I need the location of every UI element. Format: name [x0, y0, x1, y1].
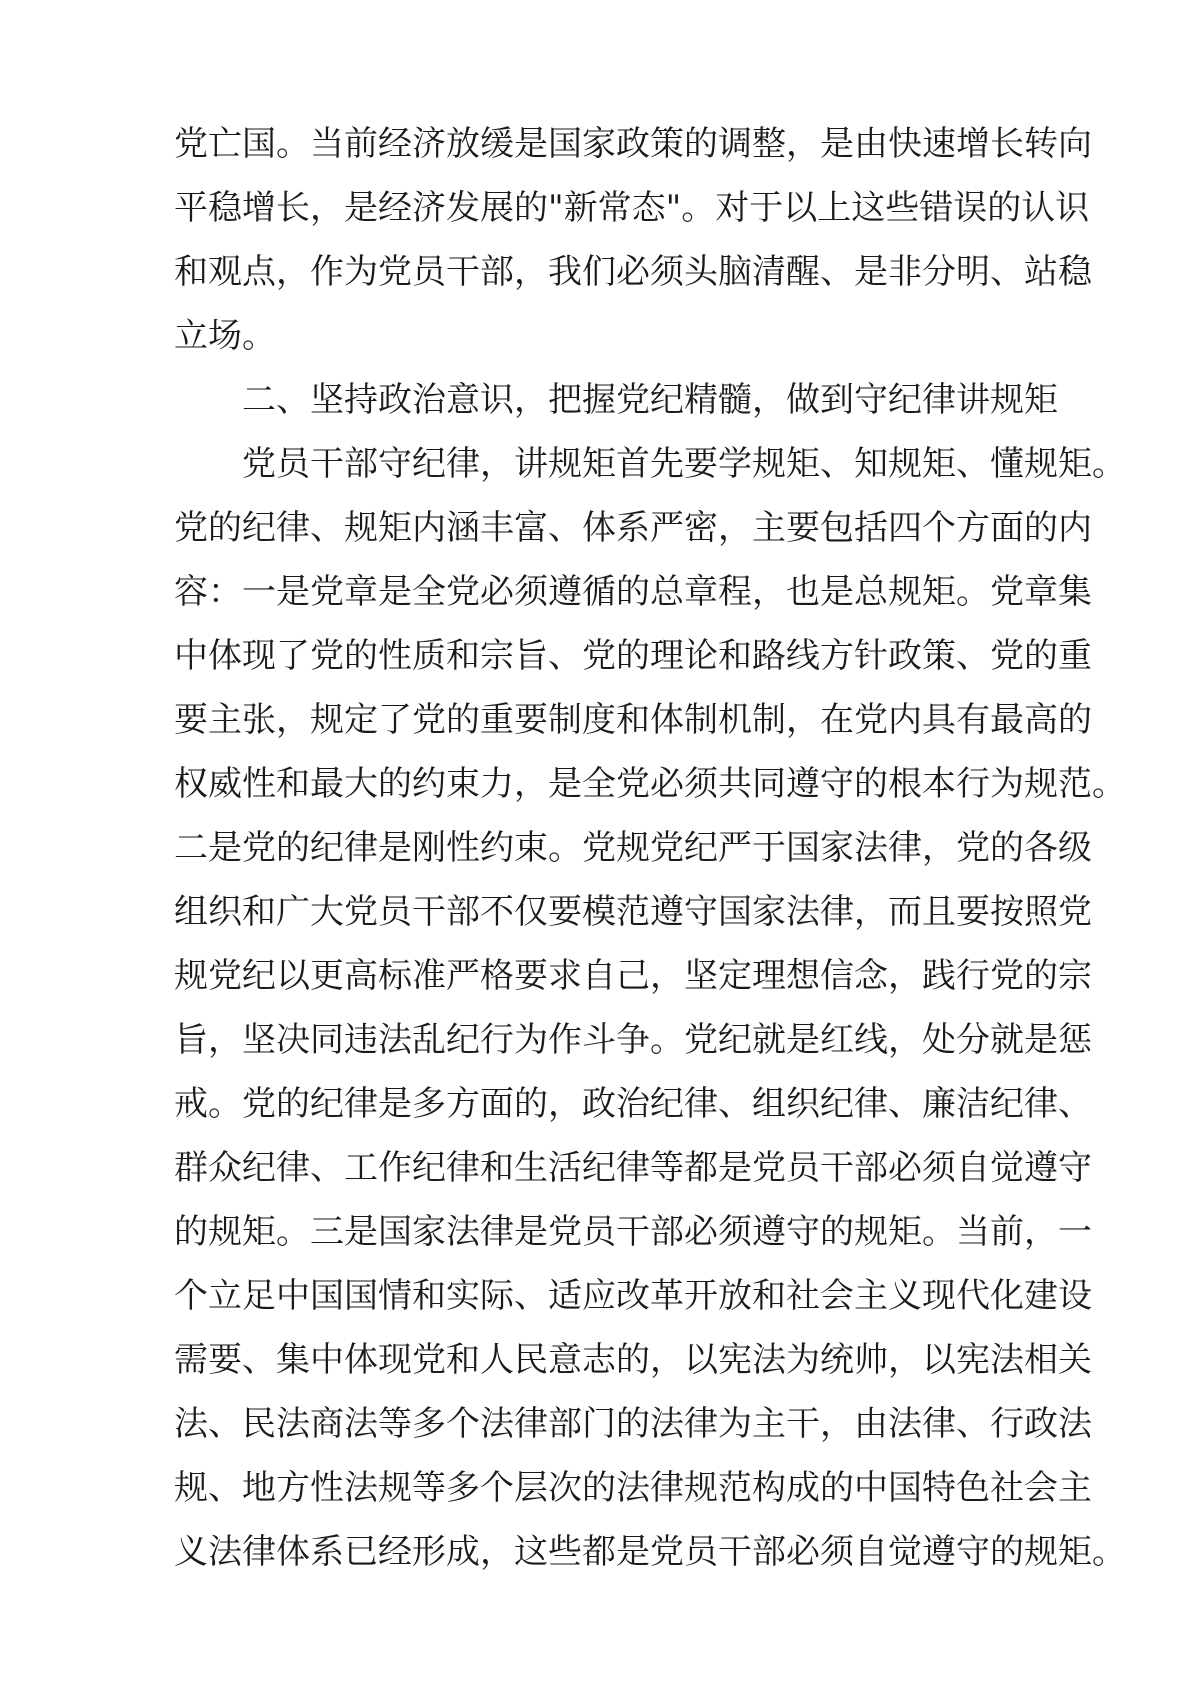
text-line: 戒。党的纪律是多方面的，政治纪律、组织纪律、廉洁纪律、 — [174, 1084, 1092, 1124]
text-line: 二是党的纪律是刚性约束。党规党纪严于国家法律，党的各级 — [174, 828, 1092, 868]
text-line: 立场。 — [174, 316, 276, 356]
text-line: 中体现了党的性质和宗旨、党的理论和路线方针政策、党的重 — [174, 636, 1092, 676]
text-line: 要主张，规定了党的重要制度和体制机制，在党内具有最高的 — [174, 700, 1092, 740]
text-line: 义法律体系已经形成，这些都是党员干部必须自觉遵守的规矩。 — [174, 1532, 1126, 1572]
text-line: 需要、集中体现党和人民意志的，以宪法为统帅，以宪法相关 — [174, 1340, 1092, 1380]
text-line: 党的纪律、规矩内涵丰富、体系严密，主要包括四个方面的内 — [174, 508, 1092, 548]
text-line: 平稳增长，是经济发展的"新常态"。对于以上这些错误的认识 — [174, 188, 1090, 228]
text-line: 个立足中国国情和实际、适应改革开放和社会主义现代化建设 — [174, 1276, 1092, 1316]
document-body — [174, 112, 1126, 1584]
text-line: 权威性和最大的约束力，是全党必须共同遵守的根本行为规范。 — [174, 764, 1126, 804]
text-line: 规党纪以更高标准严格要求自己，坚定理想信念，践行党的宗 — [174, 956, 1092, 996]
text-line: 群众纪律、工作纪律和生活纪律等都是党员干部必须自觉遵守 — [174, 1148, 1092, 1188]
text-line: 规、地方性法规等多个层次的法律规范构成的中国特色社会主 — [174, 1468, 1092, 1508]
text-line: 党员干部守纪律，讲规矩首先要学规矩、知规矩、懂规矩。 — [242, 444, 1126, 484]
text-line: 党亡国。当前经济放缓是国家政策的调整，是由快速增长转向 — [174, 124, 1092, 164]
paragraph-continuation — [174, 112, 1092, 368]
text-line: 法、民法商法等多个法律部门的法律为主干，由法律、行政法 — [174, 1404, 1092, 1444]
text-line: 的规矩。三是国家法律是党员干部必须遵守的规矩。当前，一 — [174, 1212, 1092, 1252]
text-line: 旨，坚决同违法乱纪行为作斗争。党纪就是红线，处分就是惩 — [174, 1020, 1092, 1060]
text-line: 容：一是党章是全党必须遵循的总章程，也是总规矩。党章集 — [174, 572, 1092, 612]
text-line: 组织和广大党员干部不仅要模范遵守国家法律，而且要按照党 — [174, 892, 1092, 932]
text-line: 和观点，作为党员干部，我们必须头脑清醒、是非分明、站稳 — [174, 252, 1092, 292]
paragraph-body — [174, 432, 1126, 1584]
section-heading: 二、坚持政治意识，把握党纪精髓，做到守纪律讲规矩 — [242, 380, 1058, 420]
